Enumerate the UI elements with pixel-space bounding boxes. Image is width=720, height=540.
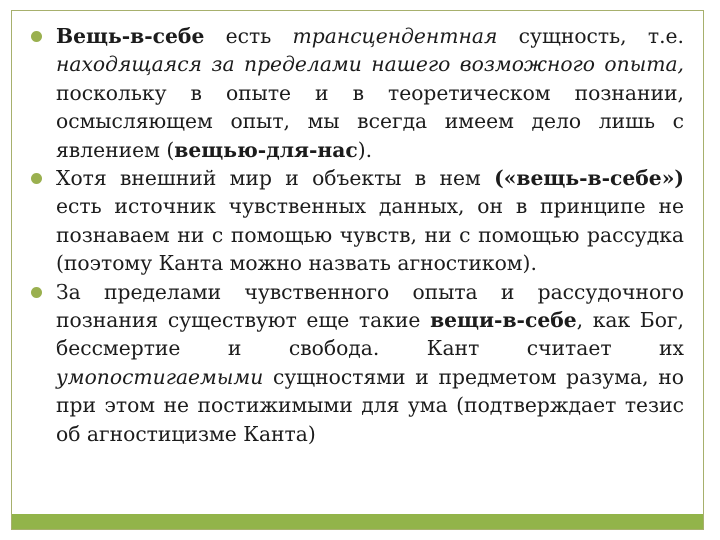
text-fragment: сущностями и предметом разума, но при этом не постижимыми для ума (подтверждает тезис об агностицизме Канта) xyxy=(56,364,684,446)
text-fragment: Хотя внешний мир и объекты в нем xyxy=(56,166,495,191)
text-fragment: поскольку в опыте и в теоретическом познании, осмысляющем опыт, мы всегда имеем дело лишь с явлением ( xyxy=(56,80,684,162)
footer-accent-bar xyxy=(12,514,703,529)
bullet-dot-icon xyxy=(31,173,42,184)
bullet-item-3 xyxy=(28,278,684,448)
text-fragment: есть источник чувственных данных, он в принципе не познаваем ни с помощью чувств, ни с помощью рассудка (поэтому Канта можно назвать агностиком). xyxy=(56,194,684,276)
bullet-list xyxy=(28,22,684,448)
text-fragment: За пределами чувственного опыта и рассудочного познания существуют еще такие xyxy=(56,279,684,333)
bullet-item-2 xyxy=(28,164,684,278)
definition-beyond-experience: находящаяся за пределами нашего возможного опыта, xyxy=(56,52,684,77)
term-thing-in-itself: Вещь-в-себе xyxy=(56,24,205,48)
text-fragment: ). xyxy=(357,137,373,162)
text-fragment: есть xyxy=(204,24,293,48)
bullet-item-1 xyxy=(28,22,684,164)
term-transcendent: трансцендентная xyxy=(292,24,498,48)
term-thing-for-us: вещью-для-нас xyxy=(174,137,358,162)
bullet-dot-icon xyxy=(31,287,42,298)
term-things-in-themselves: вещи-в-себе xyxy=(430,308,577,333)
text-fragment: , как Бог, бессмертие и свобода. Кант считает их xyxy=(56,308,684,361)
term-thing-in-itself-quoted: («вещь-в-себе») xyxy=(494,166,684,191)
text-fragment: сущность, т.е. xyxy=(497,24,684,48)
slide-frame xyxy=(11,10,704,530)
term-intelligible: умопостигаемыми xyxy=(56,364,264,389)
bullet-dot-icon xyxy=(31,31,42,42)
